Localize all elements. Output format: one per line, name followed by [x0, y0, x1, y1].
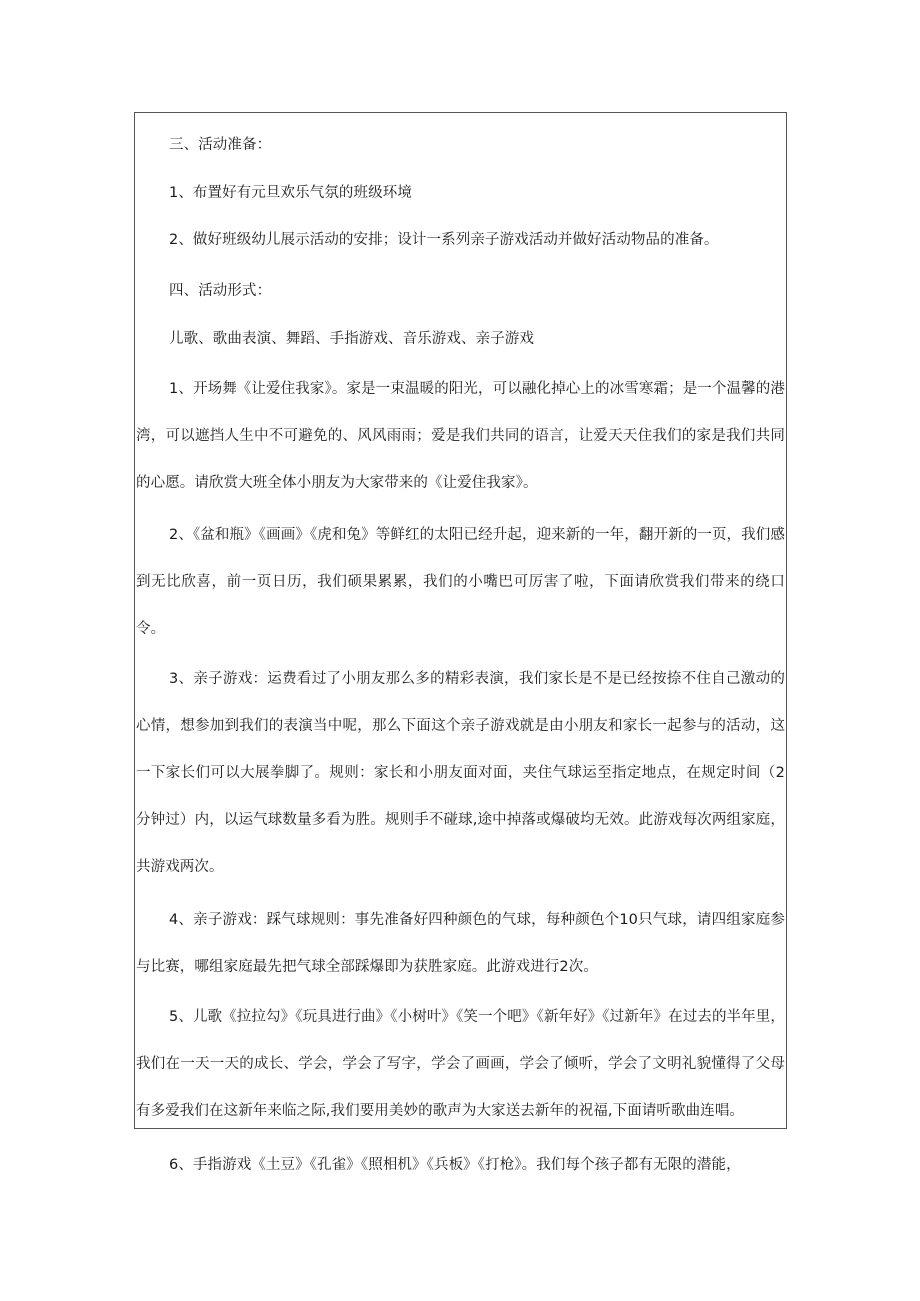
section-heading-format: 四、活动形式：	[169, 283, 272, 299]
paragraph-item-4: 4、亲子游戏：踩气球规则：事先准备好四种颜色的气球，每种颜色个10只气球，请四组家庭参与比赛，哪组家庭最先把气球全部踩爆即为获胜家庭。此游戏进行2次。	[136, 912, 785, 975]
paragraph-item-3: 3、亲子游戏：运费看过了小朋友那么多的精彩表演，我们家长是不是已经按捺不住自己激动的心情，想参加到我们的表演当中呢，那么下面这个亲子游戏就是由小朋友和家长一起参与的活动，这一下家长们可以大展拳脚了。规则：家长和小朋友面对面，夹住气球运至指定地点，在规定时间（2分钟过）内，以运气球数量多看为胜。规则手不碰球,途中掉落或爆破均无效。此游戏每次两组家庭，共游戏两次。	[136, 671, 785, 875]
paragraph-item-1: 1、开场舞《让爱住我家》。家是一束温暖的阳光，可以融化掉心上的冰雪寒霜；是一个温馨的港湾，可以遮挡人生中不可避免的、风风雨雨；爱是我们共同的语言，让爱天天住我们的家是我们共同的心愿。请欣赏大班全体小朋友为大家带来的《让爱住我家》。	[136, 381, 785, 491]
paragraph-prep-item-2: 2、做好班级幼儿展示活动的安排；设计一系列亲子游戏活动并做好活动物品的准备。	[169, 232, 719, 248]
paragraph-prep-item-1: 1、布置好有元旦欢乐气氛的班级环境	[169, 185, 412, 201]
paragraph-item-2: 2、《盆和瓶》《画画》《虎和兔》等鲜红的太阳已经升起，迎来新的一年，翻开新的一页，我们感到无比欣喜，前一页日历，我们硕果累累，我们的小嘴巴可厉害了啦，下面请欣赏我们带来的绕口令。	[136, 527, 785, 637]
section-heading-preparation: 三、活动准备：	[169, 137, 272, 153]
paragraph-format-list: 儿歌、歌曲表演、舞蹈、手指游戏、音乐游戏、亲子游戏	[169, 331, 534, 347]
paragraph-item-6: 6、手指游戏《土豆》《孔雀》《照相机》《兵板》《打枪》。我们每个孩子都有无限的潜能，	[169, 1157, 741, 1173]
paragraph-item-5: 5、儿歌《拉拉勾》《玩具进行曲》《小树叶》《笑一个吧》《新年好》《过新年》在过去的半年里，我们在一天一天的成长、学会，学会了写字，学会了画画，学会了倾听，学会了文明礼貌懂得了父母有多爱我们在这新年来临之际,我们要用美妙的歌声为大家送去新年的祝福,下面请听歌曲连唱。	[136, 1009, 785, 1119]
